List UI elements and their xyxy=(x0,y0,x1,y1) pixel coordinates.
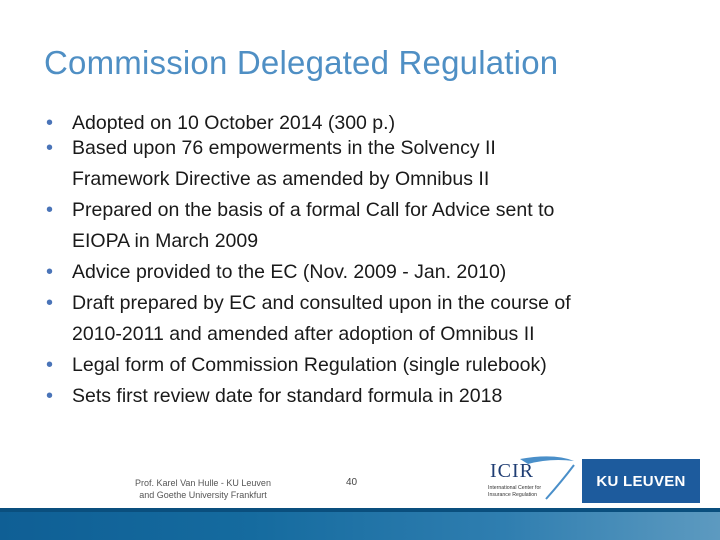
bullet-item xyxy=(44,350,704,381)
slide-title: Commission Delegated Regulation xyxy=(44,44,559,81)
footer-author-line2: and Goethe University Frankfurt xyxy=(139,490,267,500)
footer-author-line1: Prof. Karel Van Hulle - KU Leuven xyxy=(135,478,271,488)
icir-subtitle-line2: Insurance Regulation xyxy=(488,492,538,498)
bottom-bar xyxy=(0,508,720,540)
bullet-dot-icon: • xyxy=(46,385,54,407)
bullet-text: Adopted on 10 October 2014 (300 p.) xyxy=(72,112,396,134)
icir-subtitle-line1: International Center for xyxy=(488,485,542,491)
bullet-dot-icon: • xyxy=(46,199,54,221)
bullet-dot-icon: • xyxy=(46,292,54,314)
icir-logo-text: ICIR xyxy=(490,460,534,482)
footer-author xyxy=(118,477,288,501)
ku-leuven-logo xyxy=(582,459,700,503)
page-number: 40 xyxy=(346,477,358,488)
bullet-text-continued: 2010-2011 and amended after adoption of Omnibus II xyxy=(72,323,535,345)
bullet-text-continued: Framework Directive as amended by Omnibus II xyxy=(72,168,490,190)
bullet-text: Sets first review date for standard formula in 2018 xyxy=(72,385,503,407)
bullet-item xyxy=(44,381,704,412)
bullet-text: Advice provided to the EC (Nov. 2009 - Jan. 2010) xyxy=(72,261,507,283)
icir-logo xyxy=(476,455,576,503)
icir-arc-icon xyxy=(546,465,574,499)
bullet-text-continued: EIOPA in March 2009 xyxy=(72,230,259,252)
bottom-bar-stripe xyxy=(0,508,720,512)
bullet-dot-icon: • xyxy=(46,137,54,159)
bullet-item xyxy=(44,133,704,195)
bullet-dot-icon: • xyxy=(46,112,54,134)
bullet-text: Legal form of Commission Regulation (single rulebook) xyxy=(72,354,547,376)
bullet-text: Prepared on the basis of a formal Call for Advice sent to xyxy=(72,199,555,221)
bullet-item xyxy=(44,288,704,350)
bullet-dot-icon: • xyxy=(46,354,54,376)
bullet-text: Based upon 76 empowerments in the Solvency II xyxy=(72,137,496,159)
bullet-item xyxy=(44,195,704,257)
bullet-text: Draft prepared by EC and consulted upon in the course of xyxy=(72,292,571,314)
bullet-item xyxy=(44,257,704,288)
ku-leuven-logo-text: KU LEUVEN xyxy=(596,472,686,490)
bullet-dot-icon: • xyxy=(46,261,54,283)
bullet-list xyxy=(44,108,704,412)
